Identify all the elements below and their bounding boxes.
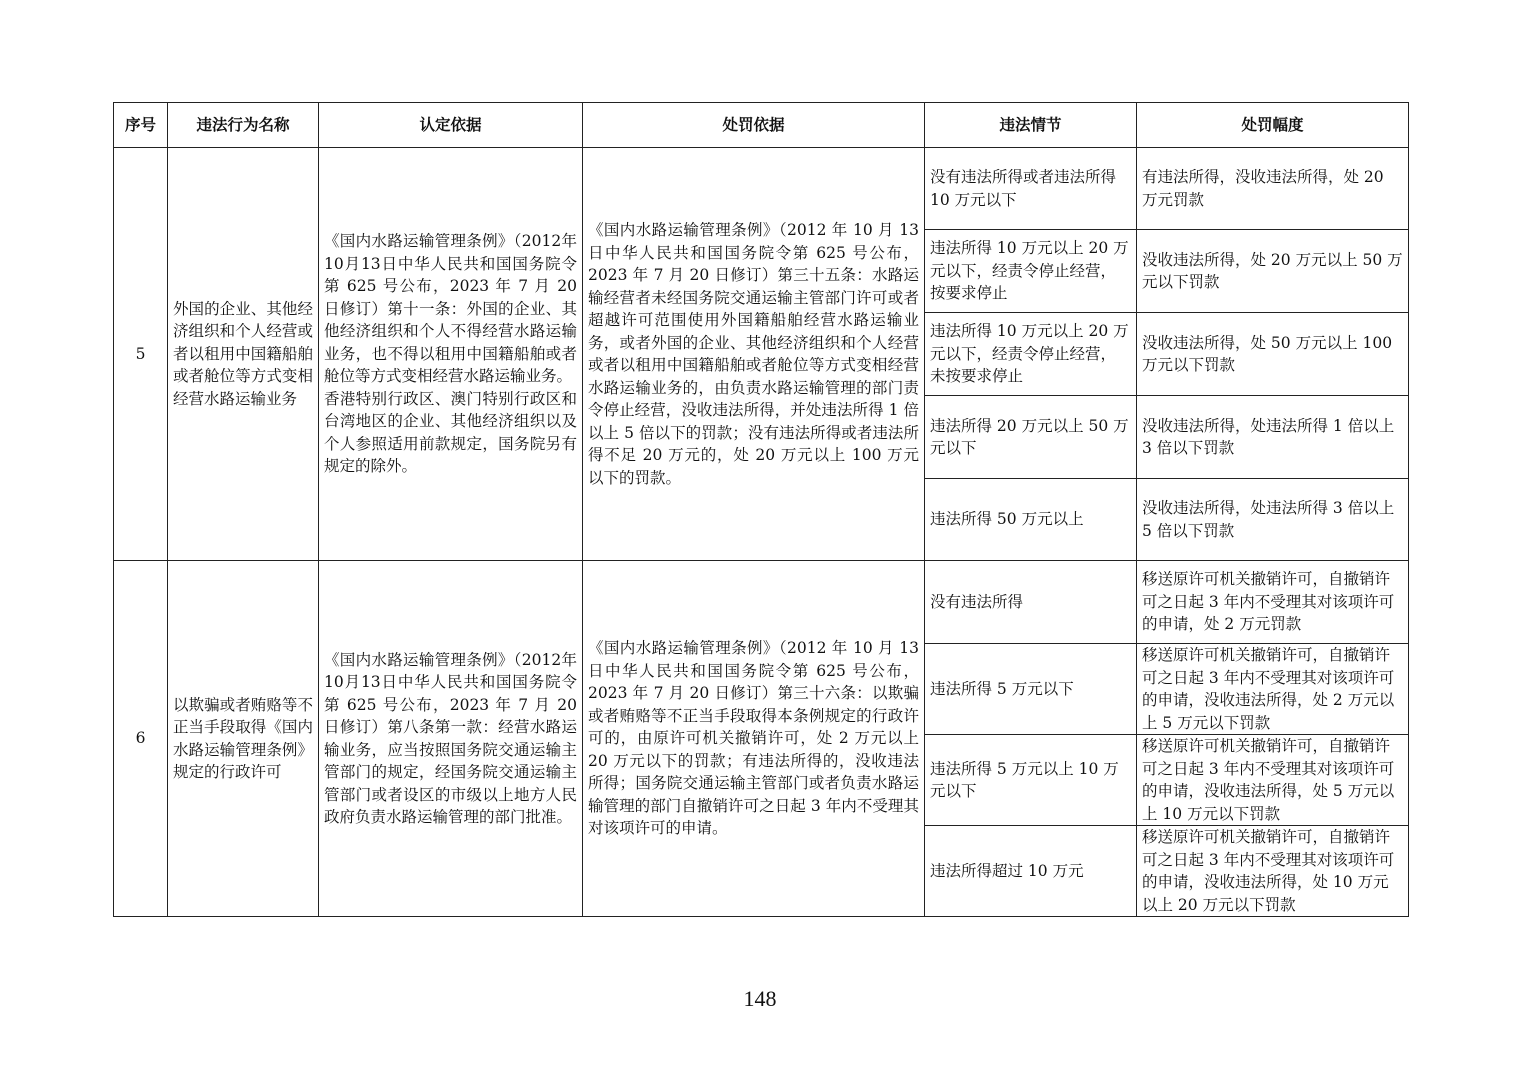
penalty-range-cell: 移送原许可机关撤销许可，自撤销许可之日起 3 年内不受理其对该项许可的申请，没收违法所得，处 10 万元以上 20 万元以下罚款	[1137, 826, 1409, 917]
table-row	[114, 148, 1409, 230]
determination-basis-text: 《国内水路运输管理条例》（2012年10月13日中华人民共和国国务院令第 625 号公布，2023 年 7 月 20 日修订）第十一条：外国的企业、其他经济组织和个人不得经营水路运输业务，也不得以租用中国籍船舶或者舱位等方式变相经营水路运输业务。 香港特别行政区、澳门特别行政区和台湾地区的企业、其他经济组织以及个人参照适用前款规定，国务院另有规定的除外。	[324, 232, 577, 476]
page-number: 148	[743, 986, 777, 1011]
circumstance-cell: 违法所得 20 万元以上 50 万元以下	[925, 396, 1137, 479]
header-determination-basis: 认定依据	[319, 103, 583, 148]
circumstance-cell: 违法所得超过 10 万元	[925, 826, 1137, 917]
penalty-table	[113, 102, 1409, 917]
table-header-row	[114, 103, 1409, 148]
penalty-range-cell: 没收违法所得，处违法所得 1 倍以上 3 倍以下罚款	[1137, 396, 1409, 479]
circumstance-cell: 违法所得 50 万元以上	[925, 479, 1137, 561]
circumstance-cell: 违法所得 5 万元以上 10 万元以下	[925, 735, 1137, 826]
violation-name-cell: 以欺骗或者贿赂等不正当手段取得《国内水路运输管理条例》规定的行政许可	[168, 561, 319, 917]
penalty-range-cell: 移送原许可机关撤销许可，自撤销许可之日起 3 年内不受理其对该项许可的申请，没收违法所得，处 2 万元以上 5 万元以下罚款	[1137, 644, 1409, 735]
circumstance-cell: 没有违法所得	[925, 561, 1137, 644]
circumstance-cell: 违法所得 10 万元以上 20 万元以下，经责令停止经营，未按要求停止	[925, 313, 1137, 396]
circumstance-cell: 违法所得 10 万元以上 20 万元以下，经责令停止经营，按要求停止	[925, 230, 1137, 313]
header-penalty-basis: 处罚依据	[583, 103, 925, 148]
header-circumstance: 违法情节	[925, 103, 1137, 148]
header-penalty-range: 处罚幅度	[1137, 103, 1409, 148]
penalty-basis-cell: 《国内水路运输管理条例》（2012 年 10 月 13 日中华人民共和国国务院令第 625 号公布，2023 年 7 月 20 日修订）第三十六条：以欺骗或者贿赂等不正当手段取得本条例规定的行政许可的，由原许可机关撤销许可，处 2 万元以上 20 万元以下的罚款；有违法所得的，没收违法所得；国务院交通运输主管部门或者负责水路运输管理的部门自撤销许可之日起 3 年内不受理其对该项许可的申请。	[583, 561, 925, 917]
penalty-range-cell: 有违法所得，没收违法所得，处 20 万元罚款	[1137, 148, 1409, 230]
header-serial-number: 序号	[114, 103, 168, 148]
violation-name-cell: 外国的企业、其他经济组织和个人经营或者以租用中国籍船舶或者舱位等方式变相经营水路运输业务	[168, 148, 319, 561]
penalty-range-cell: 没收违法所得，处违法所得 3 倍以上 5 倍以下罚款	[1137, 479, 1409, 561]
determination-basis-cell	[319, 148, 583, 561]
penalty-range-cell: 移送原许可机关撤销许可，自撤销许可之日起 3 年内不受理其对该项许可的申请，没收违法所得，处 5 万元以上 10 万元以下罚款	[1137, 735, 1409, 826]
serial-number-cell: 6	[114, 561, 168, 917]
penalty-range-cell: 没收违法所得，处 20 万元以上 50 万元以下罚款	[1137, 230, 1409, 313]
penalty-basis-cell: 《国内水路运输管理条例》（2012 年 10 月 13 日中华人民共和国国务院令第 625 号公布，2023 年 7 月 20 日修订）第三十五条：水路运输经营者未经国务院交通运输主管部门许可或者超越许可范围使用外国籍船舶经营水路运输业务，或者外国的企业、其他经济组织和个人经营或者以租用中国籍船舶或者舱位等方式变相经营水路运输业务的，由负责水路运输管理的部门责令停止经营，没收违法所得，并处违法所得 1 倍以上 5 倍以下的罚款；没有违法所得或者违法所得不足 20 万元的，处 20 万元以上 100 万元以下的罚款。	[583, 148, 925, 561]
penalty-range-cell: 移送原许可机关撤销许可，自撤销许可之日起 3 年内不受理其对该项许可的申请，处 2 万元罚款	[1137, 561, 1409, 644]
serial-number-cell: 5	[114, 148, 168, 561]
circumstance-cell: 违法所得 5 万元以下	[925, 644, 1137, 735]
circumstance-cell: 没有违法所得或者违法所得 10 万元以下	[925, 148, 1137, 230]
determination-basis-cell: 《国内水路运输管理条例》（2012年10月13日中华人民共和国国务院令第 625 号公布，2023 年 7 月 20 日修订）第八条第一款：经营水路运输业务，应当按照国务院交通运输主管部门的规定，经国务院交通运输主管部门或者设区的市级以上地方人民政府负责水路运输管理的部门批准。	[319, 561, 583, 917]
header-violation-name: 违法行为名称	[168, 103, 319, 148]
table-row	[114, 561, 1409, 644]
penalty-range-cell: 没收违法所得，处 50 万元以上 100 万元以下罚款	[1137, 313, 1409, 396]
